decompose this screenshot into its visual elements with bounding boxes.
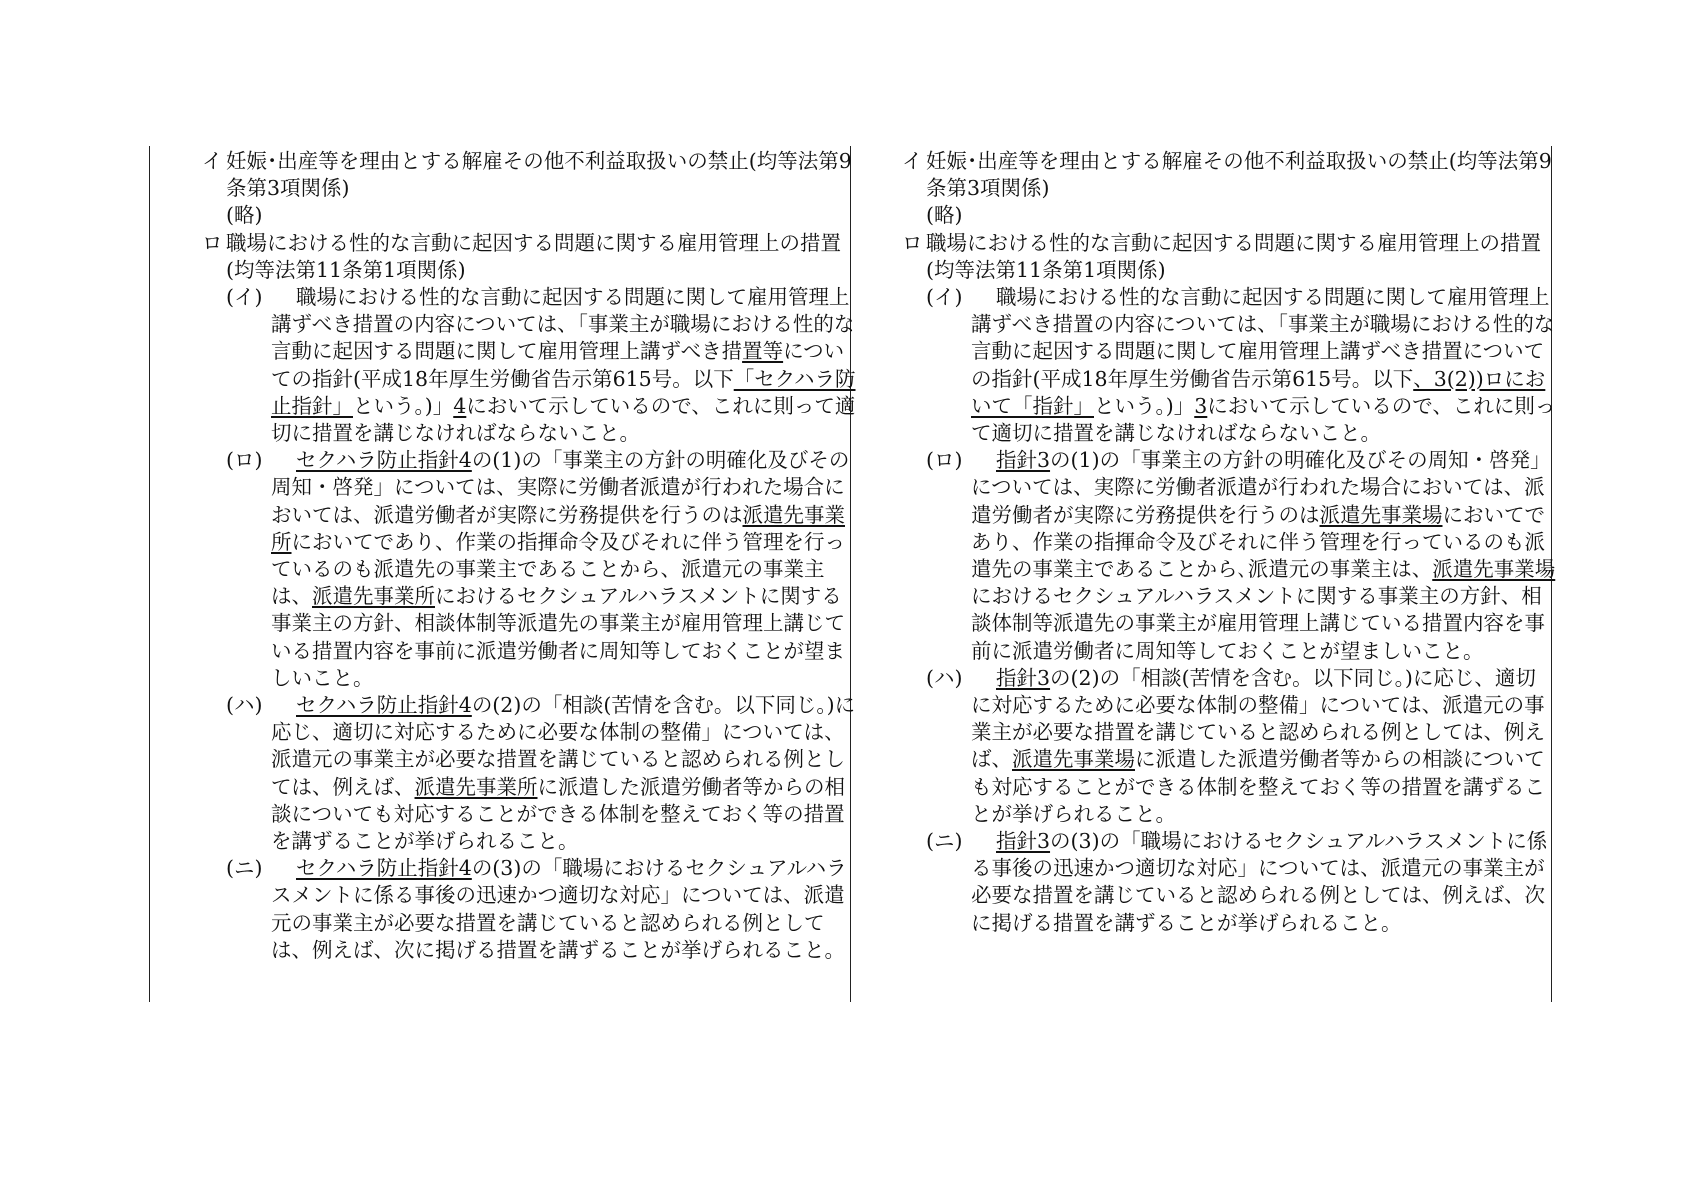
item-a-paragraph: [926, 284, 1556, 447]
item-c-mark: (ハ): [926, 665, 963, 690]
section-ro-heading: [202, 230, 856, 284]
section-i-omitted: [902, 202, 1556, 229]
item-a-underline-1: 、3(2))ロにおいて「指針」: [971, 366, 1546, 418]
item-c-paragraph: [226, 692, 856, 855]
item-a-mark: (イ): [226, 285, 263, 310]
section-i-mark: イ: [902, 149, 923, 173]
item-a-paragraph: [226, 284, 856, 447]
left-column: [202, 148, 856, 964]
item-a-underline-2: 「セクハラ防止指針」: [271, 366, 856, 418]
item-b-text-1: の(1)の「事業主の方針の明確化及びその周知・啓発」については、実際に労働者派遣が行われた場合においては、派遣労働者が実際に労務提供を行うのは: [971, 448, 1551, 527]
item-d-paragraph: [926, 828, 1556, 937]
item-a-text-2: という。)」: [1094, 393, 1195, 418]
section-ro-text: 職場における性的な言動に起因する問題に関する雇用管理上の措置(均等法第11条第1項関係): [226, 230, 841, 282]
item-d-mark: (ニ): [226, 856, 263, 881]
item-b-text-3: におけるセクシュアルハラスメントに関する事業主の方針、相談体制等派遣先の事業主が雇用管理上講じている措置内容を事前に派遣労働者に周知等しておくことが望ましいこと。: [271, 584, 845, 690]
item-c-underline-2: 派遣先事業所: [414, 774, 538, 799]
item-b-text-2: においてであり、作業の指揮命令及びそれに伴う管理を行っているのも派遣先の事業主であることから､派遣元の事業主は、: [971, 502, 1545, 582]
item-b-mark: (ロ): [226, 448, 263, 473]
item-b-underline-3: 派遣先事業所: [312, 584, 435, 609]
item-d-underline-1: 指針3: [996, 829, 1051, 854]
item-b-underline-2: 派遣先事業所: [271, 502, 845, 554]
item-a-text-2: についての指針(平成18年厚生労働省告示第615号。以下: [271, 339, 845, 391]
section-i-mark: イ: [202, 149, 223, 173]
section-i-heading: [902, 148, 1556, 202]
item-b-text-1: の(1)の「事業主の方針の明確化及びその周知・啓発」については、実際に労働者派遣が行われた場合においては、派遣労働者が実際に労務提供を行うのは: [271, 448, 850, 527]
item-b-paragraph: [926, 447, 1556, 665]
section-ro-heading: [902, 230, 1556, 284]
item-d-underline-1: セクハラ防止指針4: [296, 856, 472, 881]
item-a-text-4: において示しているので、これに則って適切に措置を講じなければならないこと。: [271, 393, 856, 446]
item-d-mark: (ニ): [926, 829, 963, 854]
item-c-text-2: に派遣した派遣労働者等からの相談についても対応することができる体制を整えておく等の措置を講ずることが挙げられること。: [971, 747, 1545, 826]
item-c-text-1: の(2)の「相談(苦情を含む。以下同じ。)に応じ、適切に対応するために必要な体制の整備」については、派遣元の事業主が必要な措置を講じていると認められる例としては、例えば、: [271, 693, 856, 799]
item-b-underline-2: 派遣先事業場: [1319, 502, 1443, 527]
item-b-underline-1: 指針3: [996, 448, 1051, 473]
item-a-underline-3: 4: [453, 393, 467, 418]
omitted-text: (略): [226, 203, 263, 228]
item-a-mark: (イ): [926, 285, 963, 310]
item-a-underline-2: 3: [1194, 393, 1208, 418]
section-i-heading: [202, 148, 856, 202]
item-a-text-1: 職場における性的な言動に起因する問題に関して雇用管理上講ずべき措置の内容については、「事業主が職場における性的な言動に起因する問題に関して雇用管理上講ずべき措置についての指針(平成18年厚生労働省告示第615号。以下: [971, 285, 1555, 391]
item-d-text-1: の(3)の「職場におけるセクシュアルハラスメントに係る事後の迅速かつ適切な対応」については、派遣元の事業主が必要な措置を講じていると認められる例としては、例えば、次に掲げる措置を講ずることが挙げられること。: [271, 856, 847, 962]
item-c-underline-1: セクハラ防止指針4: [296, 693, 472, 718]
item-c-mark: (ハ): [226, 693, 263, 718]
item-b-text-2: においてであり、作業の指揮命令及びそれに伴う管理を行っているのも派遣先の事業主であることから、派遣元の事業主は、: [271, 529, 845, 609]
item-c-underline-2: 派遣先事業場: [1012, 747, 1135, 772]
item-a-underline-1: 置等: [742, 339, 784, 364]
section-i-text: 妊娠･出産等を理由とする解雇その他不利益取扱いの禁止(均等法第9条第3項関係): [926, 149, 1552, 201]
item-c-underline-1: 指針3: [996, 665, 1051, 690]
section-ro-text: 職場における性的な言動に起因する問題に関する雇用管理上の措置(均等法第11条第1項関係): [926, 230, 1541, 282]
section-ro-mark: ロ: [902, 230, 923, 255]
item-b-text-3: におけるセクシュアルハラスメントに関する事業主の方針、相談体制等派遣先の事業主が雇用管理上講じている措置内容を事前に派遣労働者に周知等しておくことが望ましいこと。: [971, 584, 1545, 663]
left-border-line: [149, 146, 150, 1002]
item-a-text-1: 職場における性的な言動に起因する問題に関して雇用管理上講ずべき措置の内容については、「事業主が職場における性的な言動に起因する問題に関して雇用管理上講ずべき措: [271, 285, 855, 364]
item-b-mark: (ロ): [926, 448, 963, 473]
right-column: [902, 148, 1556, 937]
item-d-text-1: の(3)の「職場におけるセクシュアルハラスメントに係る事後の迅速かつ適切な対応」については、派遣元の事業主が必要な措置を講じていると認められる例としては、例えば、次に掲げる措置を講ずることが挙げられること。: [971, 829, 1548, 935]
item-b-paragraph: [226, 447, 856, 692]
omitted-text: (略): [926, 203, 963, 228]
item-a-text-3: という。)」: [353, 393, 454, 418]
item-a-text-3: において示しているので、これに則って適切に措置を講じなければならないこと。: [971, 393, 1556, 446]
item-b-underline-1: セクハラ防止指針4: [296, 448, 472, 473]
item-d-paragraph: [226, 855, 856, 964]
item-b-underline-3: 派遣先事業場: [1432, 557, 1556, 582]
section-i-text: 妊娠･出産等を理由とする解雇その他不利益取扱いの禁止(均等法第9条第3項関係): [226, 149, 852, 201]
item-c-text-1: の(2)の「相談(苦情を含む。以下同じ。)に応じ、適切に対応するために必要な体制の整備」については、派遣元の事業主が必要な措置を講じていると認められる例としては、例えば、: [971, 665, 1545, 772]
section-ro-mark: ロ: [202, 230, 223, 255]
section-i-omitted: [202, 202, 856, 229]
item-c-text-2: に派遣した派遣労働者等からの相談についても対応することができる体制を整えておく等の措置を講ずることが挙げられること。: [271, 774, 845, 854]
item-c-paragraph: [926, 665, 1556, 828]
